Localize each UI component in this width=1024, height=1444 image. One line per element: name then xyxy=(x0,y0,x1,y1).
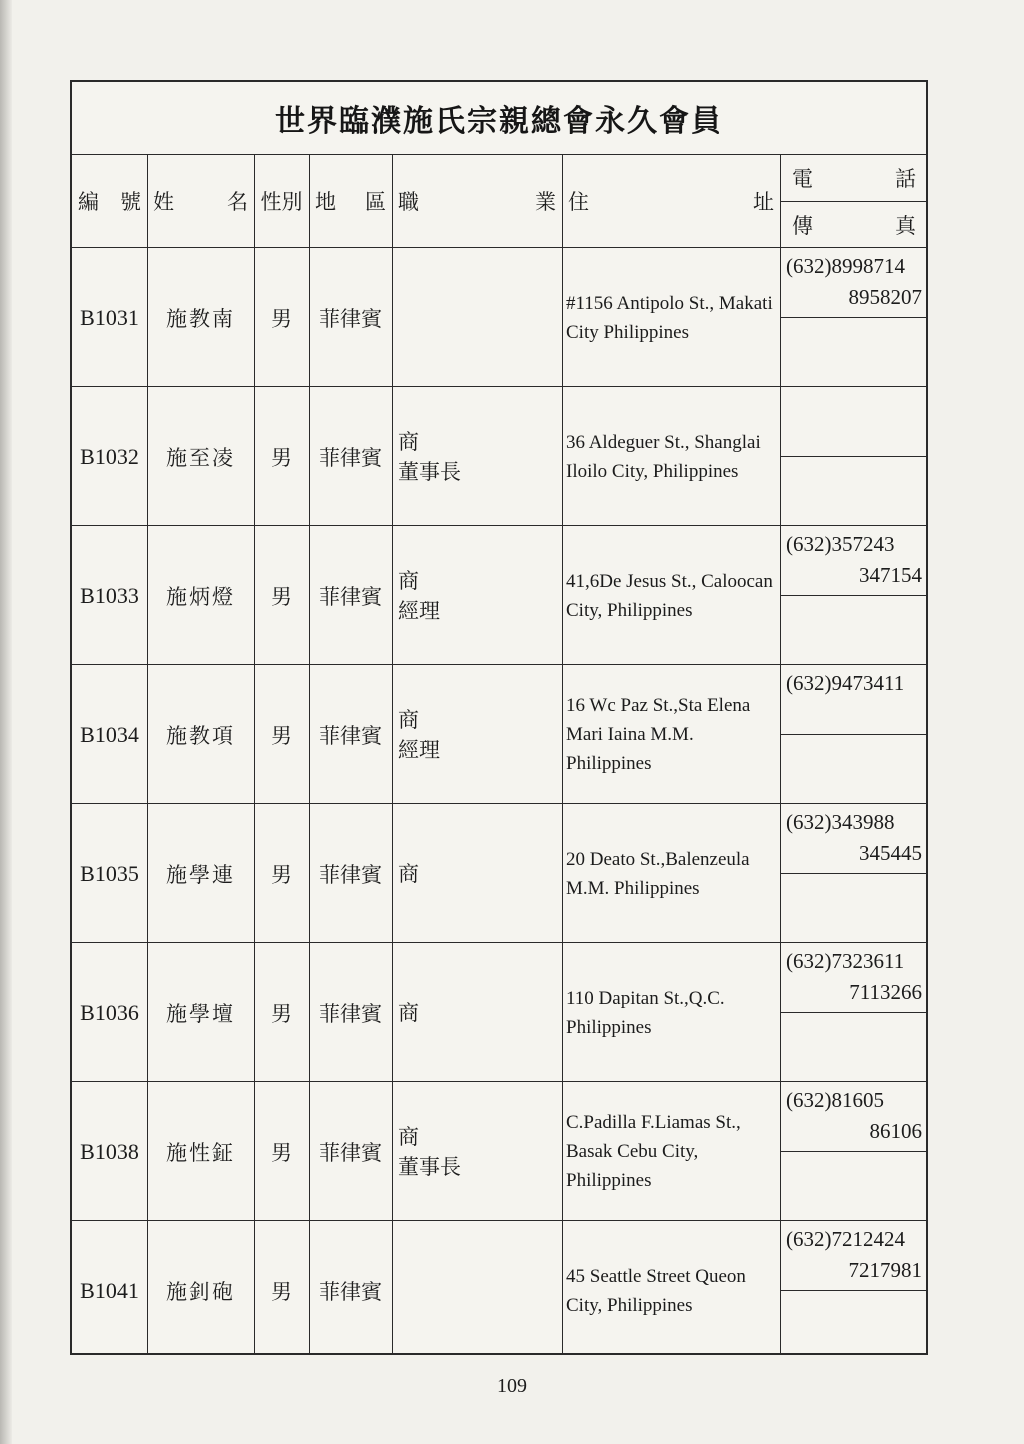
page-title: 世界臨濮施氏宗親總會永久會員 xyxy=(275,104,723,139)
member-tel-line2: 86106 xyxy=(869,1119,922,1143)
member-job-line2: 董事長 xyxy=(398,459,461,484)
header-region-char: 區 xyxy=(365,190,386,214)
page-edge-shadow xyxy=(0,0,12,1444)
member-job xyxy=(392,943,562,1082)
member-tel-line1: (632)9473411 xyxy=(786,671,905,695)
member-region: 菲律賓 xyxy=(319,723,382,748)
member-tel xyxy=(780,248,928,317)
member-tel-line1: (632)7212424 xyxy=(786,1227,905,1251)
member-id: B1034 xyxy=(80,721,139,747)
member-job xyxy=(392,387,562,526)
header-address xyxy=(562,155,780,247)
member-address-text: 16 Wc Paz St.,Sta Elena Mari Iaina M.M. Philippines xyxy=(566,695,751,774)
member-sex: 男 xyxy=(271,584,292,609)
member-sex: 男 xyxy=(271,1140,292,1165)
member-sex: 男 xyxy=(271,1279,292,1304)
member-address xyxy=(562,943,780,1082)
member-id: B1036 xyxy=(80,999,139,1025)
header-name-char: 姓 xyxy=(153,190,174,214)
member-tel-line1: (632)357243 xyxy=(786,532,895,556)
header-id-char: 號 xyxy=(120,190,141,214)
member-job-line2: 經理 xyxy=(398,598,440,623)
tel-fax-divider xyxy=(780,873,928,874)
member-region: 菲律賓 xyxy=(319,1279,382,1304)
member-address xyxy=(562,248,780,387)
member-job-line2: 董事長 xyxy=(398,1154,461,1179)
header-fax-char: 傳 xyxy=(792,214,813,238)
member-table xyxy=(70,80,928,1355)
member-sex: 男 xyxy=(271,723,292,748)
member-name: 施教項 xyxy=(166,723,235,748)
member-address-text: C.Padilla F.Liamas St., Basak Cebu City, Philippines xyxy=(566,1112,741,1191)
member-sex: 男 xyxy=(271,862,292,887)
table-title-row xyxy=(72,82,926,155)
member-region: 菲律賓 xyxy=(319,445,382,470)
member-tel xyxy=(780,387,928,456)
member-id: B1032 xyxy=(80,443,139,469)
member-region: 菲律賓 xyxy=(319,1001,382,1026)
member-tel xyxy=(780,1221,928,1290)
member-fax xyxy=(780,735,928,804)
tel-fax-divider xyxy=(780,317,928,318)
member-address xyxy=(562,1221,780,1360)
member-tel xyxy=(780,804,928,873)
header-tel-char: 電 xyxy=(792,167,813,191)
member-id: B1031 xyxy=(80,304,139,330)
member-sex: 男 xyxy=(271,306,292,331)
member-name: 施至凌 xyxy=(166,445,235,470)
member-id: B1041 xyxy=(80,1277,139,1303)
member-name: 施炳燈 xyxy=(166,584,235,609)
member-name: 施學連 xyxy=(166,862,235,887)
member-name: 施學壇 xyxy=(166,1001,235,1026)
member-address-text: 45 Seattle Street Queon City, Philippines xyxy=(566,1265,746,1316)
tel-fax-divider xyxy=(780,1151,928,1152)
member-job xyxy=(392,526,562,665)
member-tel-line2: 347154 xyxy=(859,563,922,587)
member-address-text: 41,6De Jesus St., Caloocan City, Philippines xyxy=(566,570,773,621)
member-tel xyxy=(780,943,928,1012)
header-name xyxy=(147,155,254,247)
member-fax xyxy=(780,596,928,665)
member-address xyxy=(562,387,780,526)
member-tel xyxy=(780,665,928,734)
member-job-line1: 商 xyxy=(398,568,419,593)
header-job-char: 職 xyxy=(398,190,419,214)
member-job-line1: 商 xyxy=(398,1000,419,1025)
member-region: 菲律賓 xyxy=(319,1140,382,1165)
header-id xyxy=(72,155,147,247)
member-id: B1035 xyxy=(80,860,139,886)
member-job-line2: 經理 xyxy=(398,737,440,762)
header-job xyxy=(392,155,562,247)
member-tel-line1: (632)343988 xyxy=(786,810,895,834)
header-sex xyxy=(254,155,309,247)
member-fax xyxy=(780,874,928,943)
header-name-char: 名 xyxy=(227,190,248,214)
member-name: 施釗砲 xyxy=(166,1279,235,1304)
member-region: 菲律賓 xyxy=(319,584,382,609)
member-fax xyxy=(780,318,928,387)
tel-fax-divider xyxy=(780,1290,928,1291)
member-region: 菲律賓 xyxy=(319,306,382,331)
member-name: 施教南 xyxy=(166,306,235,331)
member-tel-line2: 8958207 xyxy=(848,285,922,309)
member-job-line1: 商 xyxy=(398,429,419,454)
member-address xyxy=(562,665,780,804)
member-job xyxy=(392,665,562,804)
member-tel-line2: 345445 xyxy=(859,841,922,865)
member-tel xyxy=(780,1082,928,1151)
member-address-text: 36 Aldeguer St., Shanglai Iloilo City, Philippines xyxy=(566,431,761,482)
member-tel-line1: (632)7323611 xyxy=(786,949,905,973)
header-id-char: 編 xyxy=(78,190,99,214)
tel-fax-divider xyxy=(780,734,928,735)
member-id: B1033 xyxy=(80,582,139,608)
tel-fax-divider xyxy=(780,1012,928,1013)
member-job-line1: 商 xyxy=(398,707,419,732)
member-fax xyxy=(780,1291,928,1360)
member-tel-line2: 7113266 xyxy=(849,980,922,1004)
member-tel-line1: (632)81605 xyxy=(786,1088,884,1112)
member-address-text: #1156 Antipolo St., Makati City Philippines xyxy=(566,292,773,343)
member-address xyxy=(562,1082,780,1221)
member-sex: 男 xyxy=(271,1001,292,1026)
member-tel-line2: 7217981 xyxy=(848,1258,922,1282)
member-address-text: 20 Deato St.,Balenzeula M.M. Philippines xyxy=(566,848,750,899)
tel-fax-divider xyxy=(780,456,928,457)
header-tel xyxy=(780,155,928,201)
member-job xyxy=(392,248,562,387)
header-address-char: 址 xyxy=(753,190,774,214)
member-region: 菲律賓 xyxy=(319,862,382,887)
header-fax xyxy=(780,202,928,248)
page-number: 109 xyxy=(497,1375,527,1397)
header-tel-char: 話 xyxy=(895,167,916,191)
member-address-text: 110 Dapitan St.,Q.C. Philippines xyxy=(566,987,725,1038)
header-region-char: 地 xyxy=(315,190,336,214)
member-job xyxy=(392,1082,562,1221)
member-job-line1: 商 xyxy=(398,861,419,886)
member-address xyxy=(562,804,780,943)
member-sex: 男 xyxy=(271,445,292,470)
member-fax xyxy=(780,1152,928,1221)
member-tel xyxy=(780,526,928,595)
member-tel-line1: (632)8998714 xyxy=(786,254,905,278)
header-sex-label: 性別 xyxy=(260,190,303,214)
header-region xyxy=(309,155,392,247)
member-address xyxy=(562,526,780,665)
tel-fax-divider xyxy=(780,595,928,596)
member-id: B1038 xyxy=(80,1138,139,1164)
header-job-char: 業 xyxy=(535,190,556,214)
member-job xyxy=(392,804,562,943)
member-job xyxy=(392,1221,562,1360)
member-fax xyxy=(780,457,928,526)
header-fax-char: 真 xyxy=(895,214,916,238)
member-name: 施性鉦 xyxy=(166,1140,235,1165)
header-address-char: 住 xyxy=(568,190,589,214)
member-job-line1: 商 xyxy=(398,1124,419,1149)
member-fax xyxy=(780,1013,928,1082)
